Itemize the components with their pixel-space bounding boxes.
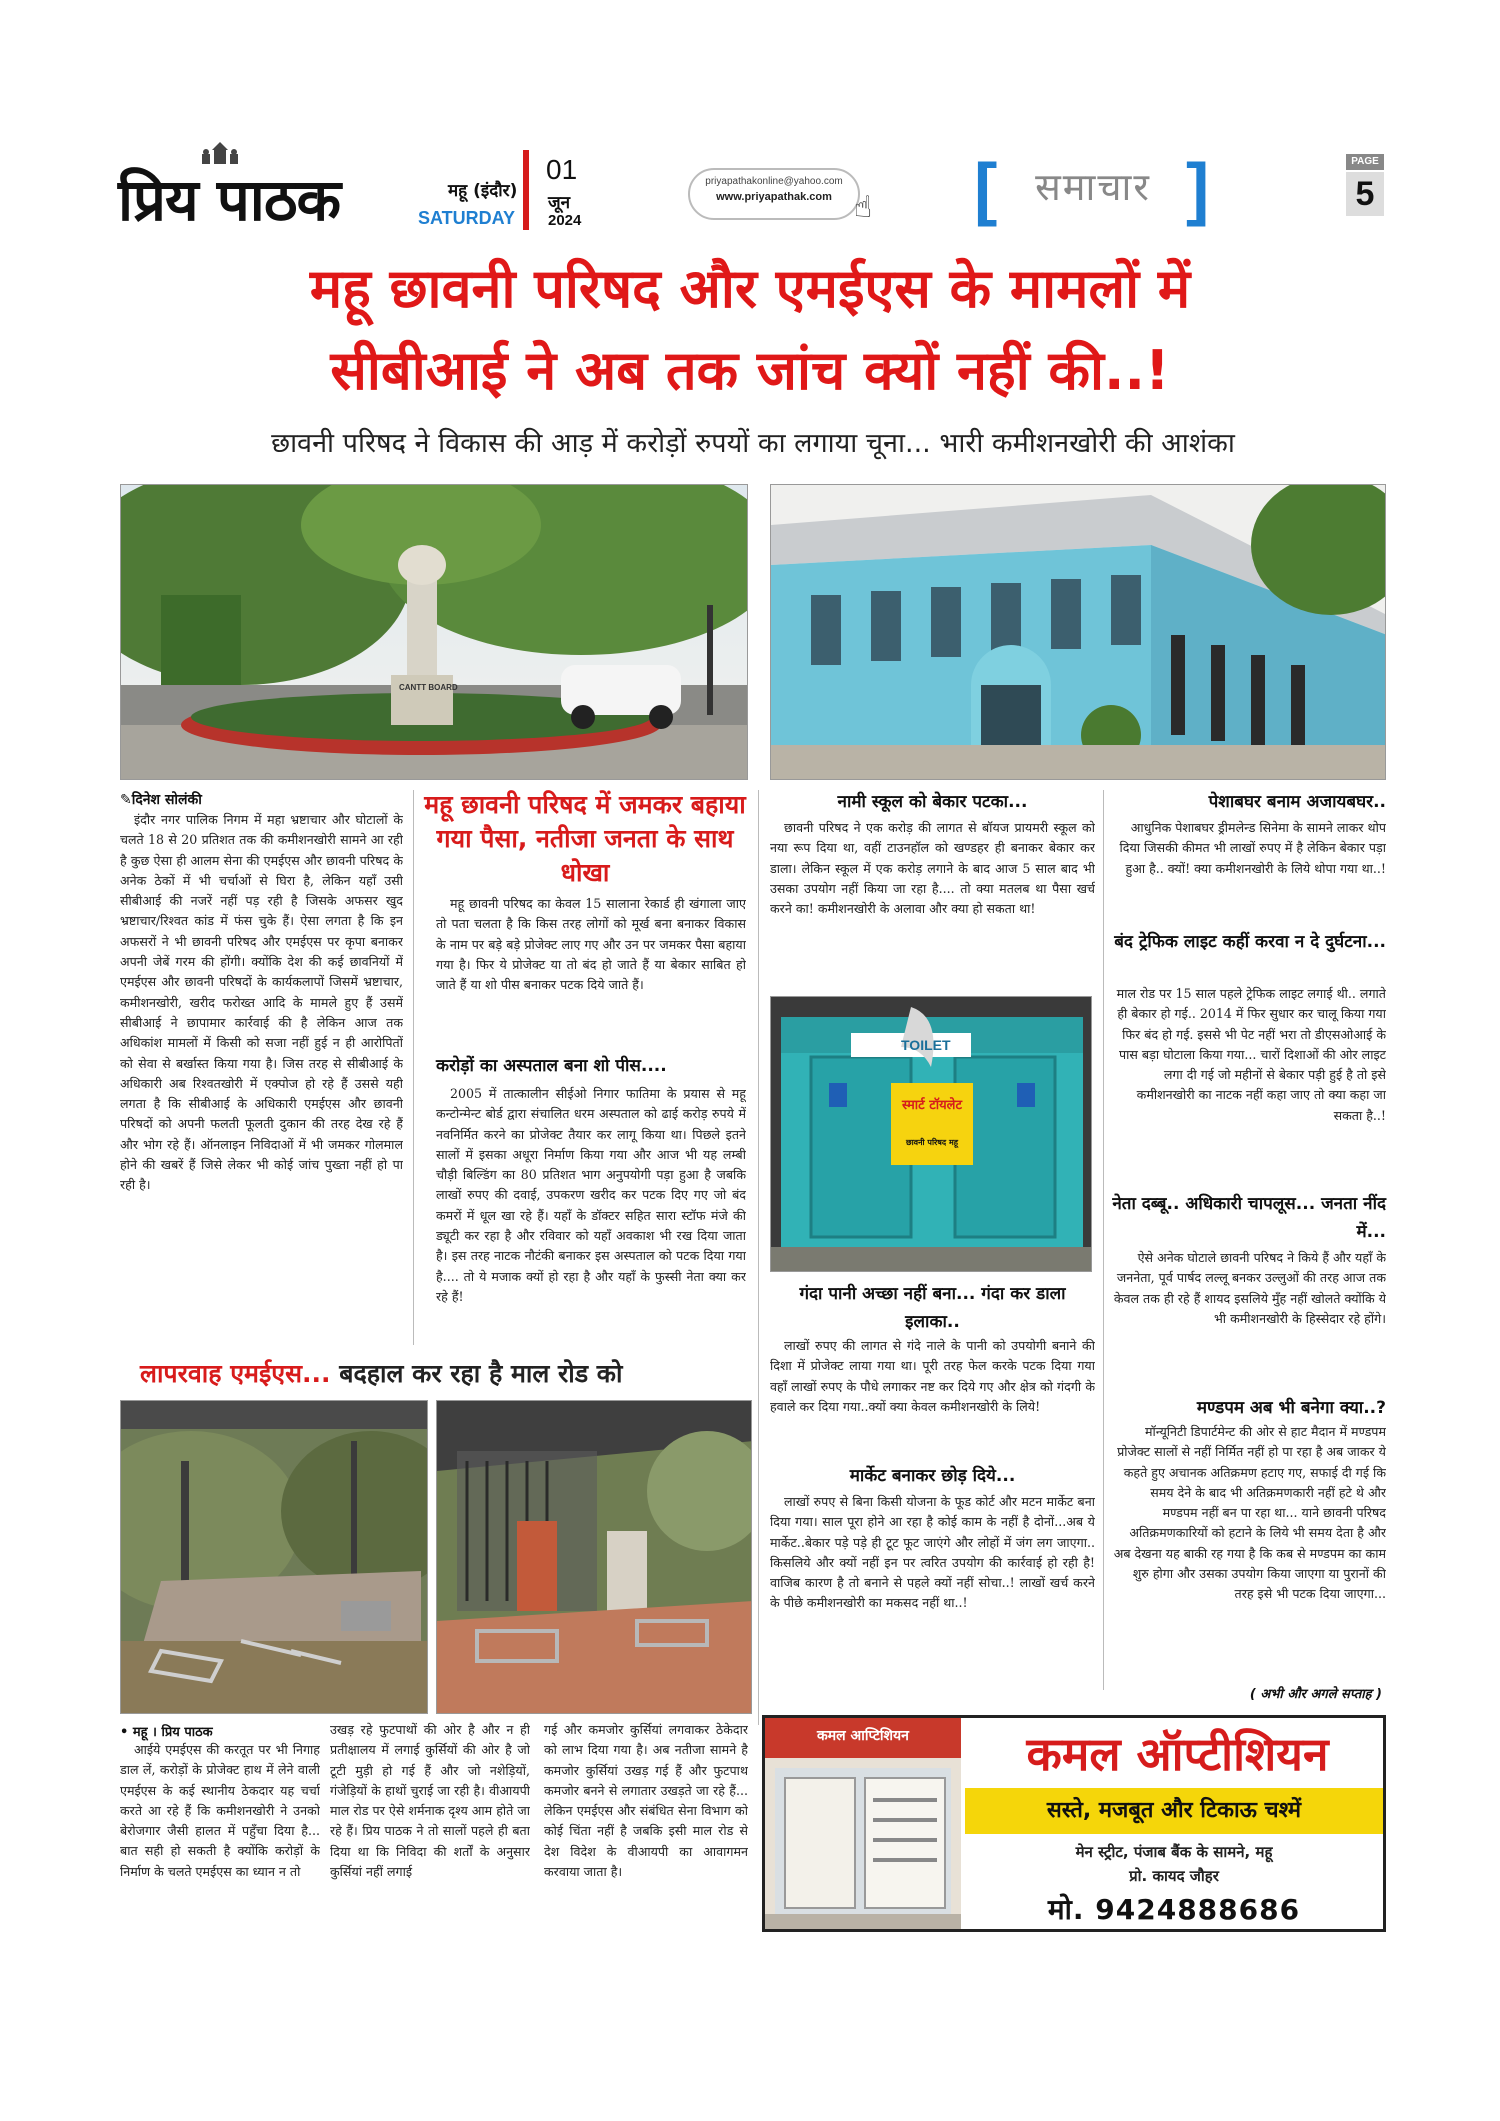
article-cantt-board-headline: महू छावनी परिषद में जमकर बहाया गया पैसा, नतीजा जनता के साथ धोखा [424,790,746,887]
article-cantt-board-body: महू छावनी परिषद का केवल 15 सालाना रेकार्ड ही खंगाला जाए तो पता चलता है कि किस तरह लोगों को मूर्ख बना बनाकर विकास के नाम पर बड़े बड़े प्रोजेक्ट लाए गए और उन पर जमकर पैसा बहाया गया है। फिर ये प्रोजेक्ट या तो बंद हो जाते हैं या बेकार साबित हो जाते हैं या शो पीस बनाकर पटक दिये जाते हैं। [436,896,746,993]
date-year: 2024 [548,212,582,229]
column-rule [758,790,759,1725]
optician-shop-sign: कमल आप्टिशियन [817,1728,909,1744]
optician-shop-photo [765,1718,961,1929]
mandapam-body: मॉन्यूनिटी डिपार्टमेन्ट की ओर से हाट मैदान में मण्डपम प्रोजेक्ट सालों से नहीं निर्मित नहीं हो पा रहा है अब जाकर ये कहते हुए अचानक अतिक्रमण हटाए गए, सफाई दी गई कि समय देने के बाद भी अतिक्रमणकारी नहीं हटे थे और मण्डपम नहीं बन पा रहा था... याने छावनी परिषद अतिक्रमणकारियों को हटाने के लिये भी समय देता है और अब देखना यह बाकी रह गया है कि कब से मण्डपम का काम शुरु होगा और उसका उपयोग किया जाएगा या पुरानों की तरह इसे भी पटक दिया जाएगा... [1113,1424,1386,1602]
date-month: जून [548,193,571,213]
pointing-hand-icon: ☝ [854,190,873,225]
optician-advertisement [762,1715,1386,1932]
broken-chairs-photo [120,1400,428,1714]
hospital-subhead: करोड़ों का अस्पताल बना शो पीस.... [436,1056,667,1076]
edition-day: SATURDAY [418,208,516,228]
traffic-light-body: माल रोड पर 15 साल पहले ट्रेफिक लाइट लगाई थी.. लगाते ही बेकार हो गई.. 2014 में फिर सुधार कर चालू किया गया फिर बंद हो गई. इससे भी पेट नहीं भरा तो डीएसओआई के पास बड़ा घोटाला किया गया... चारों दिशाओं की ओर लाइट लगा दी गई जो महीनों से बेकार पड़ी हुई है तो इसे कमीशनखोरी का नाटक नहीं कहा जाए तो क्या कहा जा सकता है..! [1116,986,1386,1123]
school-building-photo [770,484,1386,780]
leaders-body: ऐसे अनेक घोटाले छावनी परिषद ने किये हैं और यहाँ के जननेता, पूर्व पार्षद लल्लू बनकर उल्लुओं की तरह आज तक केवल तक ही रहे हैं शायद इसलिये मुँह नहीं खोलते क्योंकि ये भी कमीशनखोरी के हिस्सेदार रहे होंगे। [1113,1250,1386,1326]
drain-subhead: गंदा पानी अच्छा नहीं बना... गंदा कर डाला इलाका.. [799,1284,1066,1332]
school-subhead: नामी स्कूल को बेकार पटका... [837,792,1028,812]
smart-toilet-photo [770,996,1092,1272]
drain-body: लाखों रुपए की लागत से गंदे नाले के पानी को उपयोगी बनाने की दिशा में प्रोजेक्ट लाया गया था। पूरी तरह फेल करके पटक दिया गया वहाँ लाखों रुपए के पौधे लगाकर नष्ट कर दिये गए और क्षेत्र को गंदगी के हवाले कर दिया गया..क्यों क्या केवल कमीशनखोरी के लिये! [770,1338,1095,1414]
headline-line-2: सीबीआई ने अब तक जांच क्यों नहीं की..! [330,339,1170,402]
column-rule [1103,790,1104,1690]
main-headline [120,248,1380,412]
ad-title: कमल ऑप्टीशियन [1026,1727,1329,1781]
continued-note: ( अभी और अगले सप्ताह ) [1249,1687,1382,1702]
toilet-sign-subtext: छावनी परिषद महू [905,1138,958,1147]
mandapam-subhead: मण्डपम अब भी बनेगा क्या..? [1196,1398,1386,1418]
mes-banner-red: लापरवाह एमईएस... [140,1359,331,1388]
date-divider [523,150,529,230]
headline-line-1: महू छावनी परिषद और एमईएस के मामलों में [309,257,1191,320]
edition-place: महू (इंदौर) [448,181,518,201]
market-subhead: मार्केट बनाकर छोड़ दिये... [849,1466,1016,1486]
mes-byline: • महू । प्रिय पाठक [120,1725,213,1740]
page-label: PAGE [1346,154,1384,170]
website-link[interactable]: www.priyapathak.com [716,191,832,203]
column-rule [413,790,414,1345]
newspaper-logo: प्रिय पाठक [118,166,341,234]
sub-headline: छावनी परिषद ने विकास की आड़ में करोड़ों रुपयों का लगाया चूना... भारी कमीशनखोरी की आशंका [271,428,1235,459]
damaged-footpath-photo [436,1400,752,1714]
cantt-board-sign: CANTT BOARD [399,683,458,692]
ad-proprietor: प्रो. कायद जौहर [1129,1867,1219,1885]
email-address: priyapathakonline@yahoo.com [705,176,843,187]
mes-banner-dark: बदहाल कर रहा है माल रोड को [339,1359,623,1388]
page-number: 5 [1346,172,1384,216]
reporter-byline: ✎दिनेश सोलंकी [120,792,202,808]
traffic-light-subhead: बंद ट्रेफिक लाइट कहीं करवा न दे दुर्घटना... [1114,932,1386,952]
ad-address: मेन स्ट्रीट, पंजाब बैंक के सामने, महू [1075,1843,1273,1861]
mes-body-col-b: उखड़ रहे फुटपाथों की ओर है और न ही प्रतीक्षालय में लगाई कुर्सियों की ओर है जो टूटी मुड़ी हो गई हैं और जो नशेड़ियों, गंजेड़ियों के हाथों चुराई जा रही है। वीआयपी माल रोड पर ऐसे शर्मनाक दृश्य आम होते जा रहे हैं। प्रिय पाठक ने तो सालों पहले ही बता दिया था कि निविदा की शर्तों के अनुसार कुर्सियां नहीं लगाई [330,1722,530,1880]
mes-body-col-a: आईये एमईएस की करतूत पर भी निगाह डाल लें, करोड़ों के प्रोजेक्ट हाथ में लेने वाली एमईएस के कई स्थानीय ठेकदार यह चर्चा करते आ रहे हैं कि कमीशनखोरी ने उनको बेरोजगार जैसी हालत में पहुँचा दिया है... बात सही हो सकती है क्योंकि करोड़ों के निर्माण के चलते एमईएस का ध्यान न तो [120,1742,320,1879]
cantt-board-photo [120,484,748,780]
ad-tagline: सस्ते, मजबूत और टिकाऊ चश्में [965,1788,1383,1834]
toilet-brand-text: TOILET [901,1037,951,1053]
market-body: लाखों रुपए से बिना किसी योजना के फूड कोर्ट और मटन मार्केट बना दिया गया। साल पूरा होने आ रहा है कोई काम के नहीं है दोनों...अब ये मार्केट..बेकार पड़े पड़े ही टूट फूट जाएंगे और लोहों में जंग लग जाएगा.. किसलिये और क्यों नहीं इन पर त्वरित उपयोग की कार्रवाई हो रही है! वाजिब कारण है तो बनाने से पहले क्यों नहीं सोचा..! लाखों खर्च करने के पीछे कमीशनखोरी का मकसद नहीं था..! [770,1494,1095,1611]
ad-phone-number[interactable]: मो. 9424888686 [1047,1893,1301,1926]
school-body: छावनी परिषद ने एक करोड़ की लागत से बॉयज प्रायमरी स्कूल को नया रूप दिया था, वहीं टाउनहॉल को खण्डहर ही बनाकर बेकार कर डाला। लेकिन स्कूल में एक करोड़ लगाने के बाद आज 5 साल बाद भी उसका उपयोग नहीं किया जा रहा है.... तो क्या मतलब था पैसा खर्च करने का! कमीशनखोरी के अलावा और क्या हो सकता था! [770,820,1095,917]
urinal-body: आधुनिक पेशाबघर ड्रीमलेन्ड सिनेमा के सामने लाकर थोप दिया जिसकी कीमत भी लाखों रुपए में है लेकिन बेकार पड़ा हुआ है.. क्यों! क्या कमीशनखोरी के लिये थोपा गया था..! [1119,820,1386,876]
article-cbi-body: इंदौर नगर पालिक निगम में महा भ्रष्टाचार और घोटालों के चलते 18 से 20 प्रतिशत तक की कमीशनखोरी सामने आ रही है कुछ ऐसा ही आलम सेना की एमईएस और छावनी परिषद के अनेक ठेकों में भी चर्चाओं से घिरा है, लेकिन यहाँ उसी सीबीआई की नजरें नहीं पड़ रही है जिसके अफसर खुद भ्रष्टाचार/रिश्वत कांड में फंस चुके हैं। ऐसा लगता है कि इन अफसरों ने भी छावनी परिषद और एमईएस पर कृपा बनाकर अपनी जेबें गरम की होंगी। क्योंकि देश की कई छावनियों में एमईएस और छावनी परिषदों के कार्यकलापों जिसमें भ्रष्टाचार, कमीशनखोरी, खरीद फरोख्त आदि के मामले हुए हैं उसमें सीबीआई ने छापामार कार्रवाई की है लेकिन आज तक अधिकांश मामलों में किसी को सजा नहीं हुई न ही आरोपितों को सेवा से बर्खास्त किया गया है। जिस तरह से सीबीआई के अधिकारी अब रिश्वतखोरी में एक्पोज हो रहे हैं उससे यही लगता है कि सीबीआई के अधिकारी एमईएस और छावनी परिषदों को अपनी फलती फूलती दुकान की तरह देख रहे हैं और भोग रहे हैं। ऑनलाइन निविदाओं में भी जमकर गोलमाल होने की खबरें हैं जिसे लेकर भी कोई जांच पुख्ता नहीं हो पा रही है। [120,812,403,1193]
mes-banner-headline [140,1356,740,1390]
mes-body-col-c: गई और कमजोर कुर्सियां लगवाकर ठेकेदार को लाभ दिया गया है। अब नतीजा सामने है कमजोर कुर्सियां उखड़ गई हैं और फुटपाथ कमजोर बनने से लगातार उखड़ते जा रहे हैं... लेकिन एमईएस और संबंधित सेना विभाग को कोई चिंता नहीं है जबकि इसी माल रोड से देश विदेश के वीआयपी का आवागमन करवाया जाता है। [544,1722,748,1880]
masthead [118,150,1388,236]
contact-pill [688,168,860,220]
leaders-subhead: नेता दब्बू.. अधिकारी चापलूस... जनता नींद में... [1112,1194,1386,1242]
section-label: समाचार [1035,165,1151,209]
hospital-body: 2005 में तात्कालीन सीईओ निगार फातिमा के प्रयास से महू कन्टोन्मेन्ट बोर्ड द्वारा संचालित धरम अस्पताल को ढाई करोड़ रुपये में नवनिर्मित करने का प्रोजेक्ट तैयार कर लागू किया था। पिछले इतने सालों में इसका अधूरा निर्माण किया गया और आज भी यह लम्बी चौड़ी बिल्डिंग का 80 प्रतिशत भाग अनुपयोगी पड़ा हुआ है जबकि लाखों रुपए की दवाई, उपकरण खरीद कर पटक दिए गए जो बंद कमरों में धूल खा रहे हैं। यहाँ के डॉक्टर सहित सारा स्टॉफ मंजे की ड्यूटी कर रहा है और रविवार को यहाँ अवकाश भी रख दिया जाता है। इस तरह नाटक नौटंकी बनाकर इस अस्पताल को पटक दिया गया है.... तो ये मजाक क्यों हो रहा है और यहाँ के फुस्सी नेता क्या कर रहे हैं! [436,1086,746,1304]
section-bracket-right: ] [1186,149,1210,227]
section-bracket-left: [ [974,149,998,227]
toilet-sign-text: स्मार्ट टॉयलेट [901,1098,963,1113]
urinal-subhead: पेशाबघर बनाम अजायबघर.. [1208,792,1386,812]
date-day: 01 [546,154,578,185]
